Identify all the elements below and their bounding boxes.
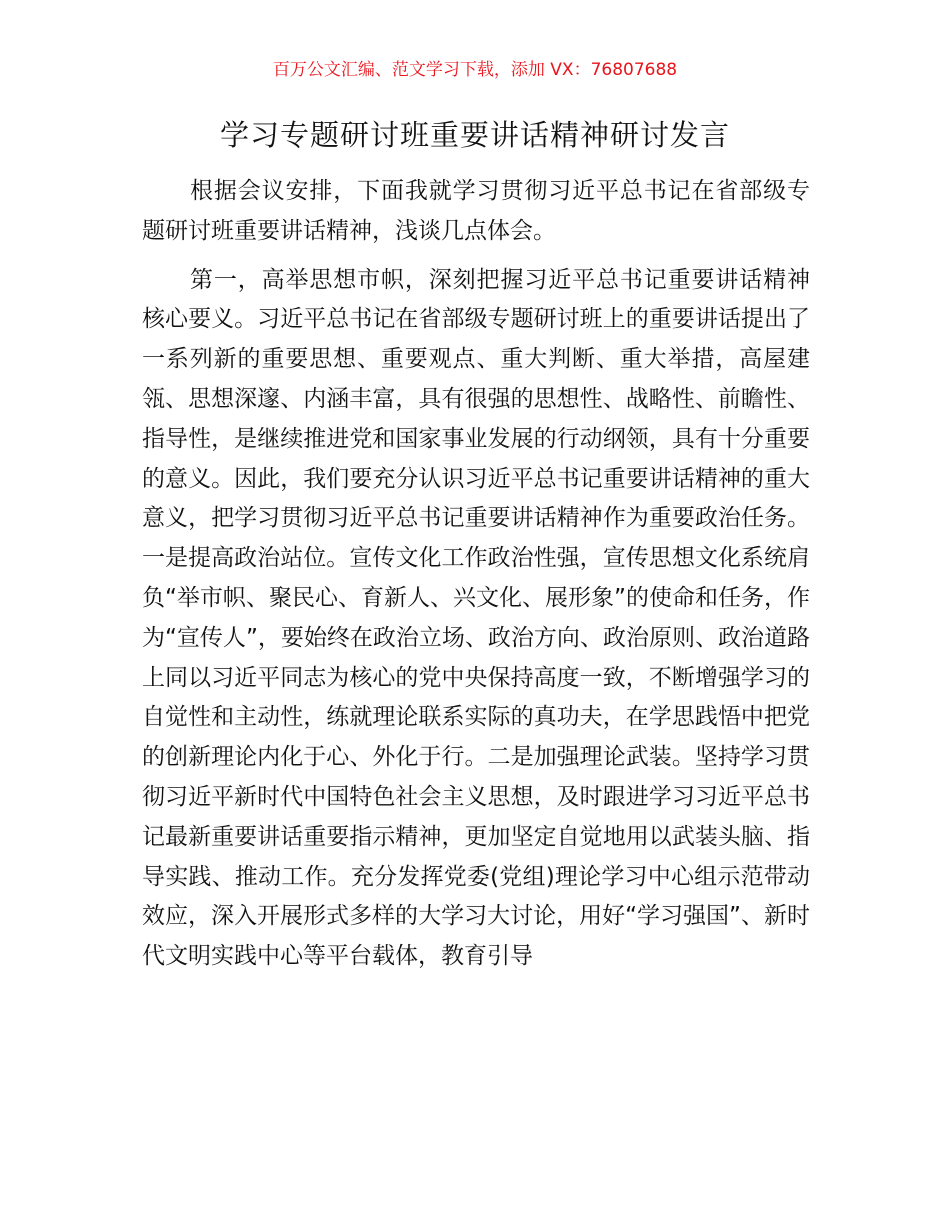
document-body: [142, 172, 810, 977]
paragraph-first-point: 第一，高举思想市帜，深刻把握习近平总书记重要讲话精神核心要义。习近平总书记在省部级专题研讨班上的重要讲话提出了一系列新的重要思想、重要观点、重大判断、重大举措，高屋建瓴、思想深邃、内涵丰富，具有很强的思想性、战略性、前瞻性、指导性，是继续推进党和国家事业发展的行动纲领，具有十分重要的意义。因此，我们要充分认识习近平总书记重要讲话精神的重大意义，把学习贯彻习近平总书记重要讲话精神作为重要政治任务。一是提高政治站位。宣传文化工作政治性强，宣传思想文化系统肩负“举市帜、聚民心、育新人、兴文化、展形象”的使命和任务，作为“宣传人”，要始终在政治立场、政治方向、政治原则、政治道路上同以习近平同志为核心的党中央保持高度一致，不断增强学习的自觉性和主动性，练就理论联系实际的真功夫，在学思践悟中把党的创新理论内化于心、外化于行。二是加强理论武装。坚持学习贯彻习近平新时代中国特色社会主义思想，及时跟进学习习近平总书记最新重要讲话重要指示精神，更加坚定自觉地用以武装头脑、指导实践、推动工作。充分发挥党委(党组)理论学习中心组示范带动效应，深入开展形式多样的大学习大讨论，用好“学习强国”、新时代文明实践中心等平台载体，教育引导: [142, 266, 810, 970]
page-title: 学习专题研讨班重要讲话精神研讨发言: [219, 118, 730, 152]
paragraph-intro: 根据会议安排，下面我就学习贯彻习近平总书记在省部级专题研讨班重要讲话精神，浅谈几点体会。: [142, 178, 810, 244]
watermark-header: 百万公文汇编、范文学习下载，添加 VX：76807688: [272, 60, 678, 80]
